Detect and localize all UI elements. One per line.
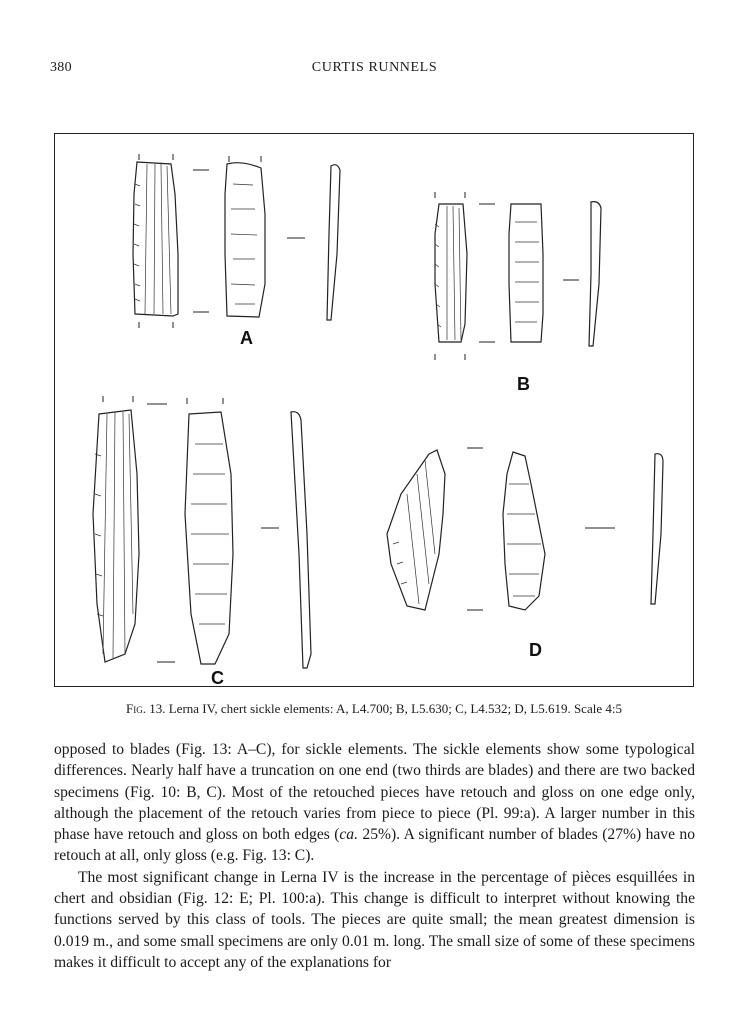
caption-text: Lerna IV, chert sickle elements: A, L4.700; B, L5.630; C, L4.532; D, L5.619. Scale 4:5 <box>165 701 622 716</box>
paragraph <box>54 739 695 867</box>
artifact-d-ventral-drawing <box>387 450 445 610</box>
artifact-d-dorsal-drawing <box>503 452 545 610</box>
figure-caption <box>54 701 694 717</box>
artifact-a-dorsal-drawing <box>225 163 265 317</box>
artifact-d-profile-drawing <box>651 454 663 604</box>
artifact-c-ventral-drawing <box>93 410 139 662</box>
figure-drawing <box>55 134 694 687</box>
artifact-a-profile-drawing <box>327 165 340 320</box>
caption-figure-number: Fig. 13. <box>126 701 166 716</box>
label-d: D <box>529 640 542 660</box>
artifact-a-ventral-drawing <box>133 162 178 316</box>
body-text <box>54 739 695 973</box>
artifact-b-ventral-drawing <box>435 204 467 342</box>
label-b: B <box>517 374 530 394</box>
paragraph: The most significant change in Lerna IV is the increase in the percentage of pièces esquillées in chert and obsidian (Fig. 12: E; Pl. 100:a). This change is difficult to interpret without knowing the functions served by this class of tools. The pieces are quite small; the mean greatest dimension is 0.019 m., and some small specimens are only 0.01 m. long. The small size of some of these specimens makes it difficult to accept any of the explanations for <box>54 868 695 971</box>
artifact-c-dorsal-drawing <box>185 412 233 664</box>
label-c: C <box>211 668 224 688</box>
paragraph-text: opposed to blades (Fig. 13: A–C), for sickle elements. The sickle elements show some typological differences. Nearly half have a truncation on one end (two thirds are blades) and there are two backed specimens (Fig. 10: B, C). Most of the retouched pieces have retouch and gloss on one edge only, although the placement of the retouch varies from piece to piece (Pl. 99:a). A larger number in this phase have retouch and gloss on both edges ( <box>54 741 695 844</box>
artifact-b-dorsal-drawing <box>509 204 543 342</box>
artifact-c-profile-drawing <box>291 412 311 668</box>
running-head: CURTIS RUNNELS <box>311 60 438 75</box>
label-a: A <box>240 328 253 348</box>
figure-13 <box>54 133 694 687</box>
paragraph-italic: ca. <box>339 826 359 844</box>
artifact-b-profile-drawing <box>589 202 601 346</box>
page-number: 380 <box>50 60 72 75</box>
paragraph-text-end: 25%). A significant number of blades (27%) have no retouch at all, only gloss (e.g. Fig. 13: C). <box>54 826 695 865</box>
